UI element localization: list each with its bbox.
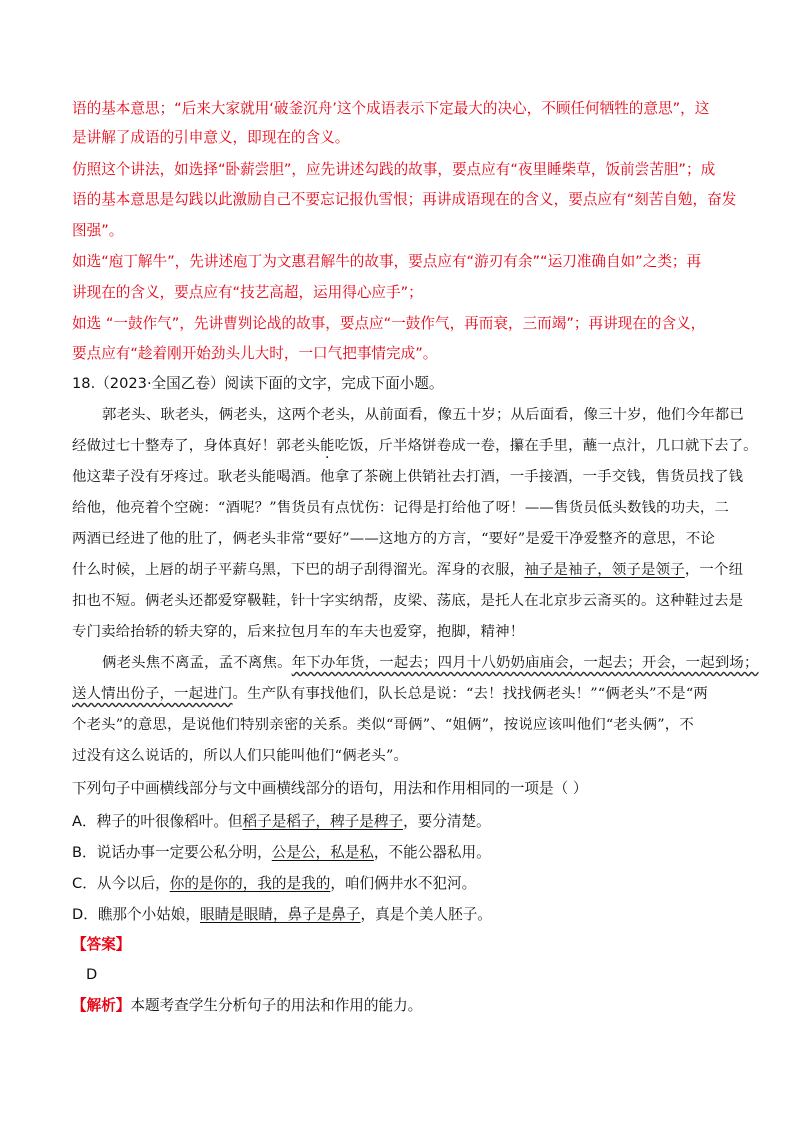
question-stem: 下列句子中画横线部分与文中画横线部分的语句，用法和作用相同的一项是（ ） — [72, 780, 588, 797]
answer-value: D — [86, 966, 98, 983]
passage-text: 经做过七十整寿了，身体真好！郭老头 — [72, 438, 321, 454]
analysis-line — [72, 996, 422, 1016]
option-text: ，咱们俩井水不犯河。 — [330, 875, 477, 892]
wavy-underlined-phrase: 送人情出份子，一起进门 — [72, 686, 233, 702]
passage-line-9 — [102, 653, 759, 673]
explanation-line-7: 讲现在的含义，要点应有“技艺高超，运用得心应手”； — [72, 284, 423, 301]
option-text: B．说话办事一定要公私分明， — [72, 844, 272, 861]
passage-text: 。生产队有事找他们，队长总是说：“去！找找俩老头！”“俩老头”不是“两 — [232, 686, 709, 702]
passage-text: 俩老头焦不离孟，孟不离焦。 — [102, 655, 292, 671]
option-text: C．从今以后， — [72, 875, 170, 892]
option-underlined: 眼睛是眼睛，鼻子是鼻子 — [200, 906, 361, 923]
passage-line-4: 给他，他亮着个空碗：“酒呢？”售货员有点忧伤：记得是打给他了呀！——售货员低头数钱的功夫，二 — [72, 500, 730, 516]
option-text: ，不能公器私用。 — [373, 844, 491, 861]
option-text: A．稗子的叶很像稻叶。但 — [72, 813, 243, 830]
explanation-line-1: 语的基本意思；“后来大家就用‘破釜沉舟’这个成语表示下定最大的决心，不顾任何牺牲的意思”，这 — [72, 100, 710, 117]
passage-line-12: 过没有这么说话的，所以人们只能叫他们“俩老头”。 — [72, 748, 409, 764]
passage-line-2 — [72, 436, 758, 456]
passage-line-8: 专门卖给抬轿的轿夫穿的，后来拉包月车的车夫也爱穿，抱脚，精神！ — [72, 624, 525, 640]
explanation-line-4: 语的基本意思是勾践以此激励自己不要忘记报仇雪恨；再讲成语现在的含义，要点应有“刻苦自勉，奋发 — [72, 191, 737, 208]
option-a — [72, 812, 491, 832]
question-header: 18.（2023·全国乙卷）阅读下面的文字，完成下面小题。 — [72, 375, 444, 392]
option-c — [72, 874, 476, 894]
option-text: D．瞧那个小姑娘， — [72, 906, 200, 923]
answer-label: 【答案】 — [72, 936, 131, 953]
option-d — [72, 905, 492, 925]
explanation-line-5: 图强”。 — [72, 222, 124, 239]
passage-text: 吃饭，斤半烙饼卷成一卷，攥在手里，蘸一点汁，几口就下去了。 — [334, 438, 758, 454]
passage-line-1: 郭老头、耿老头，俩老头，这两个老头，从前面看，像五十岁；从后面看，像三十岁，他们今年都已 — [102, 407, 744, 423]
option-b — [72, 843, 491, 863]
passage-line-6 — [72, 560, 743, 580]
passage-text: ，一个纽 — [684, 562, 744, 578]
explanation-line-2: 是讲解了成语的引申意义，即现在的含义。 — [72, 129, 350, 146]
option-underlined: 稻子是稻子，稗子是稗子 — [242, 813, 404, 830]
passage-line-10 — [72, 684, 708, 704]
passage-line-11: 个老头”的意思，是说他们特别亲密的关系。类似“哥俩”、“姐俩”，按说应该叫他们“老头俩”，不 — [72, 717, 694, 733]
explanation-line-9: 要点应有“趁着刚开始劲头儿大时，一口气把事情完成”。 — [72, 345, 438, 362]
passage-line-3: 他这辈子没有牙疼过。耿老头能喝酒。他拿了茶碗上供销社去打酒，一手接酒，一手交钱，售货员找了钱 — [72, 469, 744, 485]
explanation-line-6: 如选“庖丁解牛”，先讲述庖丁为文惠君解牛的故事，要点应有“游刃有余”“运刀准确自如”之类；再 — [72, 253, 702, 270]
passage-line-5: 两酒已经进了他的肚了，俩老头非常“要好”——这地方的方言，“要好”是爱干净爱整齐的意思，不论 — [72, 531, 716, 547]
underlined-phrase: 袖子是袖子，领子是领子 — [524, 562, 685, 578]
emphasis-dot-char: 能 — [320, 438, 335, 454]
option-text: ，要分清楚。 — [403, 813, 491, 830]
explanation-line-8: 如选 “一鼓作气”，先讲曹刿论战的故事，要点应“一鼓作气，再而衰，三而竭”；再讲现在的含义， — [72, 315, 706, 332]
passage-text: 什么时候，上唇的胡子平薪乌黑，下巴的胡子刮得溜光。浑身的衣服， — [72, 562, 525, 578]
analysis-label: 【解析】 — [72, 997, 131, 1014]
option-text: ，真是个美人胚子。 — [360, 906, 492, 923]
option-underlined: 公是公，私是私 — [271, 844, 374, 861]
analysis-text: 本题考查学生分析句子的用法和作用的能力。 — [130, 997, 423, 1014]
option-underlined: 你的是你的，我的是我的 — [169, 875, 331, 892]
explanation-line-3: 仿照这个讲法，如选择“卧薪尝胆”，应先讲述勾践的故事，要点应有“夜里睡柴草，饭前尝苦胆”；成 — [72, 161, 716, 178]
passage-line-7: 扣也不短。俩老头还都爱穿靸鞋，针十字实纳帮，皮梁、荡底，是托人在北京步云斋买的。这种鞋过去是 — [72, 593, 744, 609]
wavy-underlined-phrase: 年下办年货，一起去；四月十八奶奶庙庙会，一起去；开会，一起到场； — [291, 655, 759, 671]
